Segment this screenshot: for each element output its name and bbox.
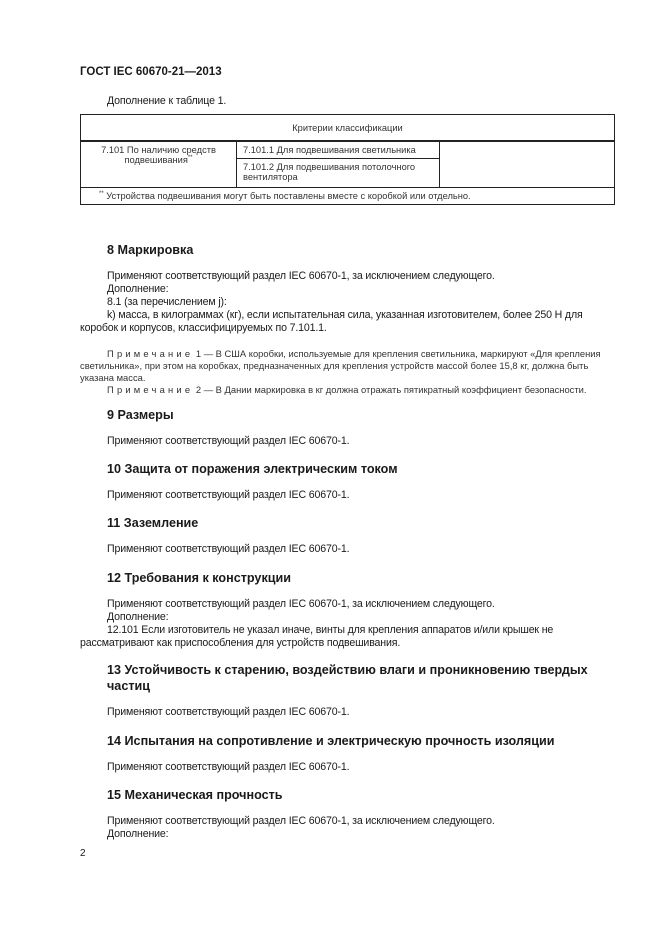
s8-p2: Дополнение: — [107, 283, 169, 295]
table-footnote — [81, 188, 615, 205]
s10-p1: Применяют соответствующий раздел IEC 60670-1. — [107, 489, 350, 501]
s11-p1: Применяют соответствующий раздел IEC 60670-1. — [107, 543, 350, 555]
s14-p1: Применяют соответствующий раздел IEC 60670-1. — [107, 761, 350, 773]
s8-p4: k) масса, в килограммах (кг), если испытательная сила, указанная изготовителем, более 250 Н для коробок и корпусов, классифицируемых по 7.101.1. — [80, 309, 583, 335]
table-caption: Дополнение к таблице 1. — [107, 95, 227, 107]
s8-p1: Применяют соответствующий раздел IEC 60670-1, за исключением следующего. — [107, 270, 495, 282]
s15-p2: Дополнение: — [107, 828, 169, 840]
s12-p2: Дополнение: — [107, 611, 169, 623]
s15-p1: Применяют соответствующий раздел IEC 60670-1, за исключением следующего. — [107, 815, 495, 827]
note-label: Примечание — [107, 384, 194, 395]
sub-criterion-2: 7.101.2 Для подвешивания потолочного вентилятора — [237, 159, 440, 188]
section-10-title: 10 Защита от поражения электрическим током — [107, 462, 398, 476]
section-12-title: 12 Требования к конструкции — [107, 571, 291, 585]
footnote-text: Устройства подвешивания могут быть поставлены вместе с коробкой или отдельно. — [106, 191, 471, 202]
section-11-title: 11 Заземление — [107, 516, 199, 530]
section-15-title: 15 Механическая прочность — [107, 788, 283, 802]
empty-cell — [440, 141, 615, 188]
note-text: 2 — В Дании маркировка в кг должна отражать пятикратный коэффициент безопасности. — [195, 384, 587, 395]
sub-criterion-1: 7.101.1 Для подвешивания светильника — [237, 141, 440, 159]
s8-note2 — [80, 384, 614, 396]
s9-p1: Применяют соответствующий раздел IEC 60670-1. — [107, 435, 350, 447]
page-number: 2 — [80, 848, 86, 859]
document-header: ГОСТ IEC 60670-21—2013 — [80, 66, 222, 78]
section-13-title: 13 Устойчивость к старению, воздействию влаги и проникновению твердых частиц — [107, 663, 588, 693]
note-label: Примечание — [107, 348, 194, 359]
note-text: 1 — В США коробки, используемые для крепления светильника, маркируют «Для крепления светильника», при этом на коробках, предназначенных для крепления устройств массой более 15,8 кг, должна быть указана масса. — [80, 348, 601, 383]
row-label-text: 7.101 По наличию средств подвешивания — [101, 145, 216, 166]
footnote-mark: ** — [99, 191, 104, 197]
s8-note1 — [80, 348, 614, 384]
section-14-title: 14 Испытания на сопротивление и электрическую прочность изоляции — [107, 734, 555, 748]
table-header: Критерии классификации — [81, 115, 615, 142]
s8-p3: 8.1 (за перечислением j): — [107, 296, 227, 308]
section-8-title: 8 Маркировка — [107, 243, 194, 257]
s13-p1: Применяют соответствующий раздел IEC 60670-1. — [107, 706, 350, 718]
s12-p1: Применяют соответствующий раздел IEC 60670-1, за исключением следующего. — [107, 598, 495, 610]
s12-p3: 12.101 Если изготовитель не указал иначе, винты для крепления аппаратов и/или крышек не рассматривают как приспособления для устройств подвешивания. — [80, 624, 554, 650]
section-9-title: 9 Размеры — [107, 408, 174, 422]
classification-table — [80, 114, 615, 205]
footnote-mark: ** — [187, 155, 193, 161]
row-label — [81, 141, 237, 188]
